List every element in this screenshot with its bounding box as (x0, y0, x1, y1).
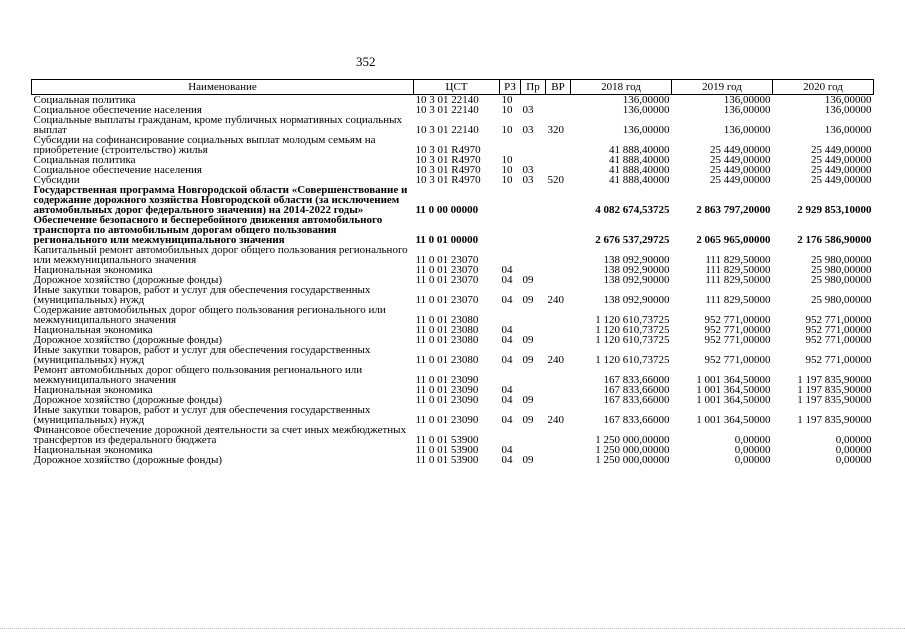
row-value-2019: 952 771,00000 (704, 335, 771, 345)
row-name: Национальная экономика (33, 385, 153, 395)
table-row (32, 405, 874, 425)
table-row (32, 215, 874, 245)
row-vr (546, 365, 571, 385)
row-vr: 520 (547, 175, 564, 185)
row-value-2020: 25 449,00000 (811, 144, 872, 155)
row-rz (500, 135, 521, 155)
row-value-2018: 136,00000 (622, 94, 670, 105)
row-value-2018: 138 092,90000 (603, 275, 670, 285)
row-rz: 04 (501, 414, 513, 425)
row-vr (546, 245, 571, 265)
row-vr (546, 445, 571, 455)
row-vr: 240 (547, 294, 564, 305)
row-rz (500, 245, 521, 265)
row-cst: 11 0 01 23090 (415, 395, 479, 405)
row-name: Иные закупки товаров, работ и услуг для обеспечения государственных (муниципальных) нужд (33, 285, 371, 305)
row-vr (546, 185, 571, 215)
row-value-2020: 952 771,00000 (805, 335, 872, 345)
row-name: Субсидии (33, 175, 80, 185)
row-value-2018: 167 833,66000 (603, 385, 670, 395)
row-vr (546, 395, 571, 405)
row-value-2020: 25 980,00000 (811, 275, 872, 285)
row-value-2020: 2 176 586,90000 (797, 234, 872, 245)
row-vr (546, 335, 571, 345)
row-rz (500, 305, 521, 325)
scan-edge-divider (0, 628, 905, 637)
row-value-2018: 1 120 610,73725 (595, 314, 670, 325)
row-rz: 04 (501, 354, 513, 365)
row-cst: 10 3 01 R4970 (415, 175, 481, 185)
row-value-2018: 136,00000 (622, 124, 670, 135)
row-value-2020: 136,00000 (824, 124, 872, 135)
row-pr: 09 (522, 455, 534, 465)
row-value-2018: 1 250 000,00000 (595, 434, 670, 445)
budget-table (31, 79, 874, 465)
row-value-2020: 0,00000 (835, 434, 872, 445)
row-name: Капитальный ремонт автомобильных дорог общего пользования регионального или межмуниципального значения (33, 245, 408, 265)
header-vr: ВР (546, 80, 571, 95)
row-cst: 11 0 01 23090 (415, 385, 479, 395)
row-pr (521, 95, 546, 106)
row-vr (546, 425, 571, 445)
row-cst: 10 3 01 22140 (415, 94, 479, 105)
row-value-2020: 25 980,00000 (811, 294, 872, 305)
row-value-2019: 0,00000 (734, 455, 771, 465)
table-row (32, 165, 874, 175)
row-pr: 09 (522, 414, 534, 425)
row-vr: 320 (547, 124, 564, 135)
header-2019: 2019 год (672, 80, 773, 95)
row-rz: 04 (501, 385, 513, 395)
row-cst: 11 0 01 23090 (415, 374, 479, 385)
row-vr: 240 (547, 414, 564, 425)
row-value-2020: 25 980,00000 (811, 265, 872, 275)
row-value-2019: 111 829,50000 (705, 294, 771, 305)
row-value-2020: 136,00000 (824, 105, 872, 115)
header-pr: Пр (521, 80, 546, 95)
row-rz (500, 425, 521, 445)
row-vr (546, 325, 571, 335)
row-pr: 03 (522, 124, 534, 135)
row-value-2018: 136,00000 (622, 105, 670, 115)
table-row (32, 425, 874, 445)
table-row (32, 395, 874, 405)
row-name: Социальное обеспечение населения (33, 105, 202, 115)
row-rz (500, 185, 521, 215)
row-value-2020: 1 197 835,90000 (797, 374, 872, 385)
header-rz: РЗ (500, 80, 521, 95)
row-value-2019: 111 829,50000 (705, 254, 771, 265)
row-cst: 11 0 01 23070 (415, 265, 479, 275)
row-vr (546, 275, 571, 285)
row-name: Дорожное хозяйство (дорожные фонды) (33, 395, 223, 405)
row-value-2019: 952 771,00000 (704, 354, 771, 365)
row-name: Национальная экономика (33, 445, 153, 455)
row-cst: 11 0 00 00000 (415, 204, 479, 215)
row-value-2020: 952 771,00000 (805, 325, 872, 335)
row-value-2019: 25 449,00000 (710, 144, 771, 155)
row-cst: 11 0 01 23070 (415, 275, 479, 285)
row-pr: 09 (522, 275, 534, 285)
row-pr: 09 (522, 335, 534, 345)
table-row (32, 335, 874, 345)
row-vr (546, 105, 571, 115)
row-value-2018: 1 250 000,00000 (595, 455, 670, 465)
row-pr (521, 185, 546, 215)
row-rz: 04 (501, 294, 513, 305)
row-pr (521, 215, 546, 245)
row-cst: 11 0 01 23080 (415, 325, 479, 335)
row-pr: 03 (522, 165, 534, 175)
row-name: Национальная экономика (33, 265, 153, 275)
row-name: Социальная политика (33, 94, 136, 105)
row-pr (521, 365, 546, 385)
row-value-2018: 138 092,90000 (603, 294, 670, 305)
row-pr (521, 265, 546, 275)
row-rz: 10 (501, 165, 513, 175)
row-rz (500, 365, 521, 385)
table-row (32, 155, 874, 165)
row-pr: 03 (522, 105, 534, 115)
row-value-2020: 25 449,00000 (811, 155, 872, 165)
row-cst: 11 0 01 53900 (415, 445, 479, 455)
row-rz: 04 (501, 335, 513, 345)
table-row (32, 285, 874, 305)
row-name: Дорожное хозяйство (дорожные фонды) (33, 275, 223, 285)
table-row (32, 385, 874, 395)
row-value-2018: 41 888,40000 (609, 165, 670, 175)
row-pr: 09 (522, 354, 534, 365)
row-name: Социальные выплаты гражданам, кроме публичных нормативных социальных выплат (33, 115, 402, 135)
row-value-2019: 25 449,00000 (710, 175, 771, 185)
row-value-2020: 0,00000 (835, 445, 872, 455)
row-rz: 10 (501, 155, 513, 165)
row-rz: 10 (501, 94, 513, 105)
row-value-2020: 0,00000 (835, 455, 872, 465)
row-value-2019: 952 771,00000 (704, 314, 771, 325)
row-value-2019: 111 829,50000 (705, 265, 771, 275)
row-vr: 240 (547, 354, 564, 365)
row-rz: 10 (501, 175, 513, 185)
row-value-2020: 1 197 835,90000 (797, 385, 872, 395)
row-name: Обеспечение безопасного и бесперебойного движения автомобильного транспорта по автомобильным дорогам общего пользования регионального или межмуниципального значения (33, 215, 383, 245)
row-value-2019: 1 001 364,50000 (696, 374, 771, 385)
row-pr (521, 425, 546, 445)
header-2018: 2018 год (571, 80, 672, 95)
row-pr (521, 305, 546, 325)
row-value-2019: 1 001 364,50000 (696, 414, 771, 425)
row-pr (521, 155, 546, 165)
table-row (32, 365, 874, 385)
row-cst: 11 0 01 53900 (415, 434, 479, 445)
row-name: Дорожное хозяйство (дорожные фонды) (33, 455, 223, 465)
table-row (32, 275, 874, 285)
row-vr (546, 215, 571, 245)
table-row (32, 135, 874, 155)
row-cst: 11 0 01 00000 (415, 234, 479, 245)
table-row (32, 245, 874, 265)
row-value-2018: 1 120 610,73725 (595, 354, 670, 365)
row-rz: 04 (501, 445, 513, 455)
row-value-2019: 136,00000 (723, 124, 771, 135)
row-value-2020: 1 197 835,90000 (797, 414, 872, 425)
row-rz: 04 (501, 275, 513, 285)
row-vr (546, 95, 571, 106)
row-cst: 11 0 01 23090 (415, 414, 479, 425)
row-name: Финансовое обеспечение дорожной деятельности за счет иных межбюджетных трансфертов из федерального бюджета (33, 425, 407, 445)
row-value-2019: 1 001 364,50000 (696, 385, 771, 395)
row-value-2018: 167 833,66000 (603, 374, 670, 385)
row-value-2018: 138 092,90000 (603, 254, 670, 265)
row-value-2019: 2 863 797,20000 (696, 204, 771, 215)
row-value-2018: 1 250 000,00000 (595, 445, 670, 455)
table-header-row (32, 80, 874, 95)
row-value-2020: 952 771,00000 (805, 314, 872, 325)
row-value-2019: 111 829,50000 (705, 275, 771, 285)
row-cst: 10 3 01 R4970 (415, 165, 481, 175)
row-value-2019: 25 449,00000 (710, 155, 771, 165)
row-cst: 11 0 01 53900 (415, 455, 479, 465)
row-rz: 04 (501, 265, 513, 275)
row-cst: 11 0 01 23070 (415, 254, 479, 265)
row-cst: 11 0 01 23070 (415, 294, 479, 305)
row-vr (546, 385, 571, 395)
row-name: Субсидии на софинансирование социальных выплат молодым семьям на приобретение (строительство) жилья (33, 135, 376, 155)
row-value-2018: 41 888,40000 (609, 155, 670, 165)
row-value-2018: 2 676 537,29725 (595, 234, 670, 245)
table-row (32, 115, 874, 135)
row-value-2020: 136,00000 (824, 94, 872, 105)
row-pr: 09 (522, 294, 534, 305)
row-vr (546, 165, 571, 175)
table-body (32, 95, 874, 466)
row-rz: 04 (501, 325, 513, 335)
row-vr (546, 265, 571, 275)
row-pr: 09 (522, 395, 534, 405)
row-value-2020: 25 449,00000 (811, 165, 872, 175)
row-cst: 10 3 01 R4970 (415, 144, 481, 155)
row-value-2019: 25 449,00000 (710, 165, 771, 175)
row-name: Социальное обеспечение населения (33, 165, 202, 175)
header-name: Наименование (32, 80, 414, 95)
row-pr (521, 135, 546, 155)
row-pr (521, 245, 546, 265)
row-name: Государственная программа Новгородской области «Совершенствование и содержание дорожного хозяйства Новгородской области (за исключением автомобильных дорог федерального значения) на 2014-2022 годы» (33, 185, 408, 215)
row-value-2018: 41 888,40000 (609, 175, 670, 185)
row-rz: 04 (501, 395, 513, 405)
row-value-2019: 0,00000 (734, 434, 771, 445)
row-value-2020: 2 929 853,10000 (797, 204, 872, 215)
table-row (32, 325, 874, 335)
row-value-2019: 2 065 965,00000 (696, 234, 771, 245)
row-name: Дорожное хозяйство (дорожные фонды) (33, 335, 223, 345)
row-rz (500, 215, 521, 245)
row-name: Национальная экономика (33, 325, 153, 335)
row-value-2020: 25 980,00000 (811, 254, 872, 265)
table-row (32, 445, 874, 455)
row-rz: 10 (501, 105, 513, 115)
row-cst: 11 0 01 23080 (415, 335, 479, 345)
row-pr (521, 445, 546, 455)
row-vr (546, 135, 571, 155)
row-name: Социальная политика (33, 155, 136, 165)
row-name: Ремонт автомобильных дорог общего пользования регионального или межмуниципального значения (33, 365, 363, 385)
table-row (32, 95, 874, 106)
row-value-2019: 0,00000 (734, 445, 771, 455)
table-row (32, 265, 874, 275)
row-name: Иные закупки товаров, работ и услуг для обеспечения государственных (муниципальных) нужд (33, 405, 371, 425)
row-rz: 04 (501, 455, 513, 465)
row-pr (521, 325, 546, 335)
row-value-2018: 167 833,66000 (603, 395, 670, 405)
row-value-2019: 136,00000 (723, 105, 771, 115)
row-name: Содержание автомобильных дорог общего пользования регионального или межмуниципального значения (33, 305, 386, 325)
row-pr: 03 (522, 175, 534, 185)
row-rz: 10 (501, 124, 513, 135)
row-name: Иные закупки товаров, работ и услуг для обеспечения государственных (муниципальных) нужд (33, 345, 371, 365)
table-row (32, 305, 874, 325)
row-value-2018: 1 120 610,73725 (595, 325, 670, 335)
header-2020: 2020 год (773, 80, 874, 95)
row-value-2019: 136,00000 (723, 94, 771, 105)
row-cst: 10 3 01 22140 (415, 124, 479, 135)
table-row (32, 345, 874, 365)
table-row (32, 175, 874, 185)
row-vr (546, 155, 571, 165)
row-cst: 11 0 01 23080 (415, 354, 479, 365)
row-vr (546, 305, 571, 325)
row-value-2018: 138 092,90000 (603, 265, 670, 275)
row-value-2018: 1 120 610,73725 (595, 335, 670, 345)
row-value-2019: 1 001 364,50000 (696, 395, 771, 405)
row-vr (546, 455, 571, 465)
table-row (32, 105, 874, 115)
table-row (32, 185, 874, 215)
row-cst: 11 0 01 23080 (415, 314, 479, 325)
row-value-2020: 1 197 835,90000 (797, 395, 872, 405)
row-value-2020: 25 449,00000 (811, 175, 872, 185)
row-value-2018: 4 082 674,53725 (595, 204, 670, 215)
page-number: 352 (356, 54, 376, 69)
row-value-2018: 41 888,40000 (609, 144, 670, 155)
row-cst: 10 3 01 R4970 (415, 155, 481, 165)
row-cst: 10 3 01 22140 (415, 105, 479, 115)
row-value-2020: 952 771,00000 (805, 354, 872, 365)
row-value-2018: 167 833,66000 (603, 414, 670, 425)
header-cst: ЦСТ (414, 80, 500, 95)
table-row (32, 455, 874, 465)
row-value-2019: 952 771,00000 (704, 325, 771, 335)
row-pr (521, 385, 546, 395)
